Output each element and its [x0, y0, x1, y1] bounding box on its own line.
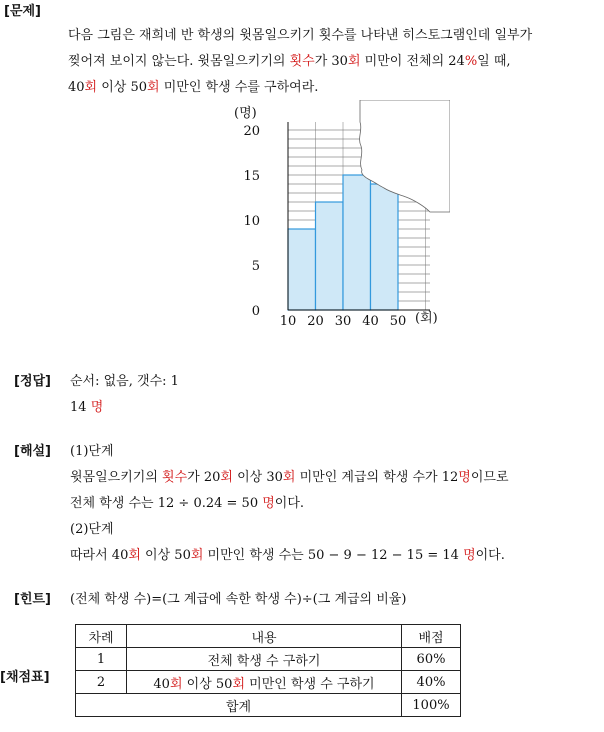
col-order: 차례: [76, 625, 127, 648]
total-label: 합계: [76, 694, 402, 717]
problem-line-1: 다음 그림은 재희네 반 학생의 윗몸일으키기 횟수를 나타낸 히스토그램인데 일부가: [68, 28, 533, 43]
hint-text: (전체 학생 수)=(그 계급에 속한 학생 수)÷(그 계급의 비율): [70, 592, 407, 607]
row1-order: 1: [76, 648, 127, 671]
grading-table: [75, 624, 461, 717]
col-content: 내용: [127, 625, 402, 648]
x-tick-label: 40: [362, 314, 379, 329]
histogram-bar-2: [316, 202, 344, 310]
y-tick-label: 0: [251, 304, 260, 319]
grading-header-row: [76, 625, 461, 648]
grading-total-row: [76, 694, 461, 717]
row2-points: 40%: [402, 671, 461, 694]
row1-points: 60%: [402, 648, 461, 671]
y-tick-label: 5: [251, 259, 260, 274]
x-tick-label: 20: [307, 314, 324, 329]
explanation-line-3: 따라서 40회 이상 50회 미만인 학생 수는 50 − 9 − 12 − 15 = 14 명이다.: [70, 548, 505, 563]
x-tick-label: 30: [334, 314, 352, 329]
total-points: 100%: [402, 694, 461, 717]
y-tick-label: 15: [243, 169, 260, 184]
explanation-line-2: 전체 학생 수는 12 ÷ 0.24 = 50 명이다.: [70, 496, 305, 511]
explanation-step-2: (2)단계: [70, 522, 114, 537]
x-tick-label: 50: [389, 314, 407, 329]
row2-content: 40회 이상 50회 미만인 학생 수 구하기: [127, 671, 402, 694]
problem-line-3: 40회 이상 50회 미만인 학생 수를 구하여라.: [68, 80, 319, 95]
histogram-bar-3: [343, 175, 371, 310]
answer-line-2: 14 명: [70, 400, 104, 415]
histogram-chart: [220, 100, 450, 330]
grading-row: [76, 648, 461, 671]
row1-content: 전체 학생 수 구하기: [127, 648, 402, 671]
problem-line-2: 찢어져 보이지 않는다. 윗몸일으키기의 횟수가 30회 미만이 전체의 24%일 때,: [68, 54, 511, 69]
row2-order: 2: [76, 671, 127, 694]
y-tick-label: 20: [243, 124, 260, 139]
x-axis-label: (회): [415, 311, 438, 326]
y-axis-label: (명): [234, 106, 257, 121]
explanation-step-1: (1)단계: [70, 444, 114, 459]
x-tick-label: 10: [279, 314, 297, 329]
problem-header: [문제]: [4, 4, 41, 19]
histogram-bar-4: [371, 184, 399, 310]
grading-row: [76, 671, 461, 694]
explanation-line-1: 윗몸일으키기의 횟수가 20회 이상 30회 미만인 계급의 학생 수가 12명이므로: [70, 470, 509, 485]
answer-header: [정답]: [14, 374, 51, 389]
col-points: 배점: [402, 625, 461, 648]
y-tick-label: 10: [243, 214, 260, 229]
answer-line-1: 순서: 없음, 갯수: 1: [70, 374, 179, 389]
explanation-header: [해설]: [14, 444, 51, 459]
hint-header: [힌트]: [14, 592, 51, 607]
grading-header: [채점표]: [0, 670, 50, 685]
histogram-bar-1: [288, 229, 316, 310]
